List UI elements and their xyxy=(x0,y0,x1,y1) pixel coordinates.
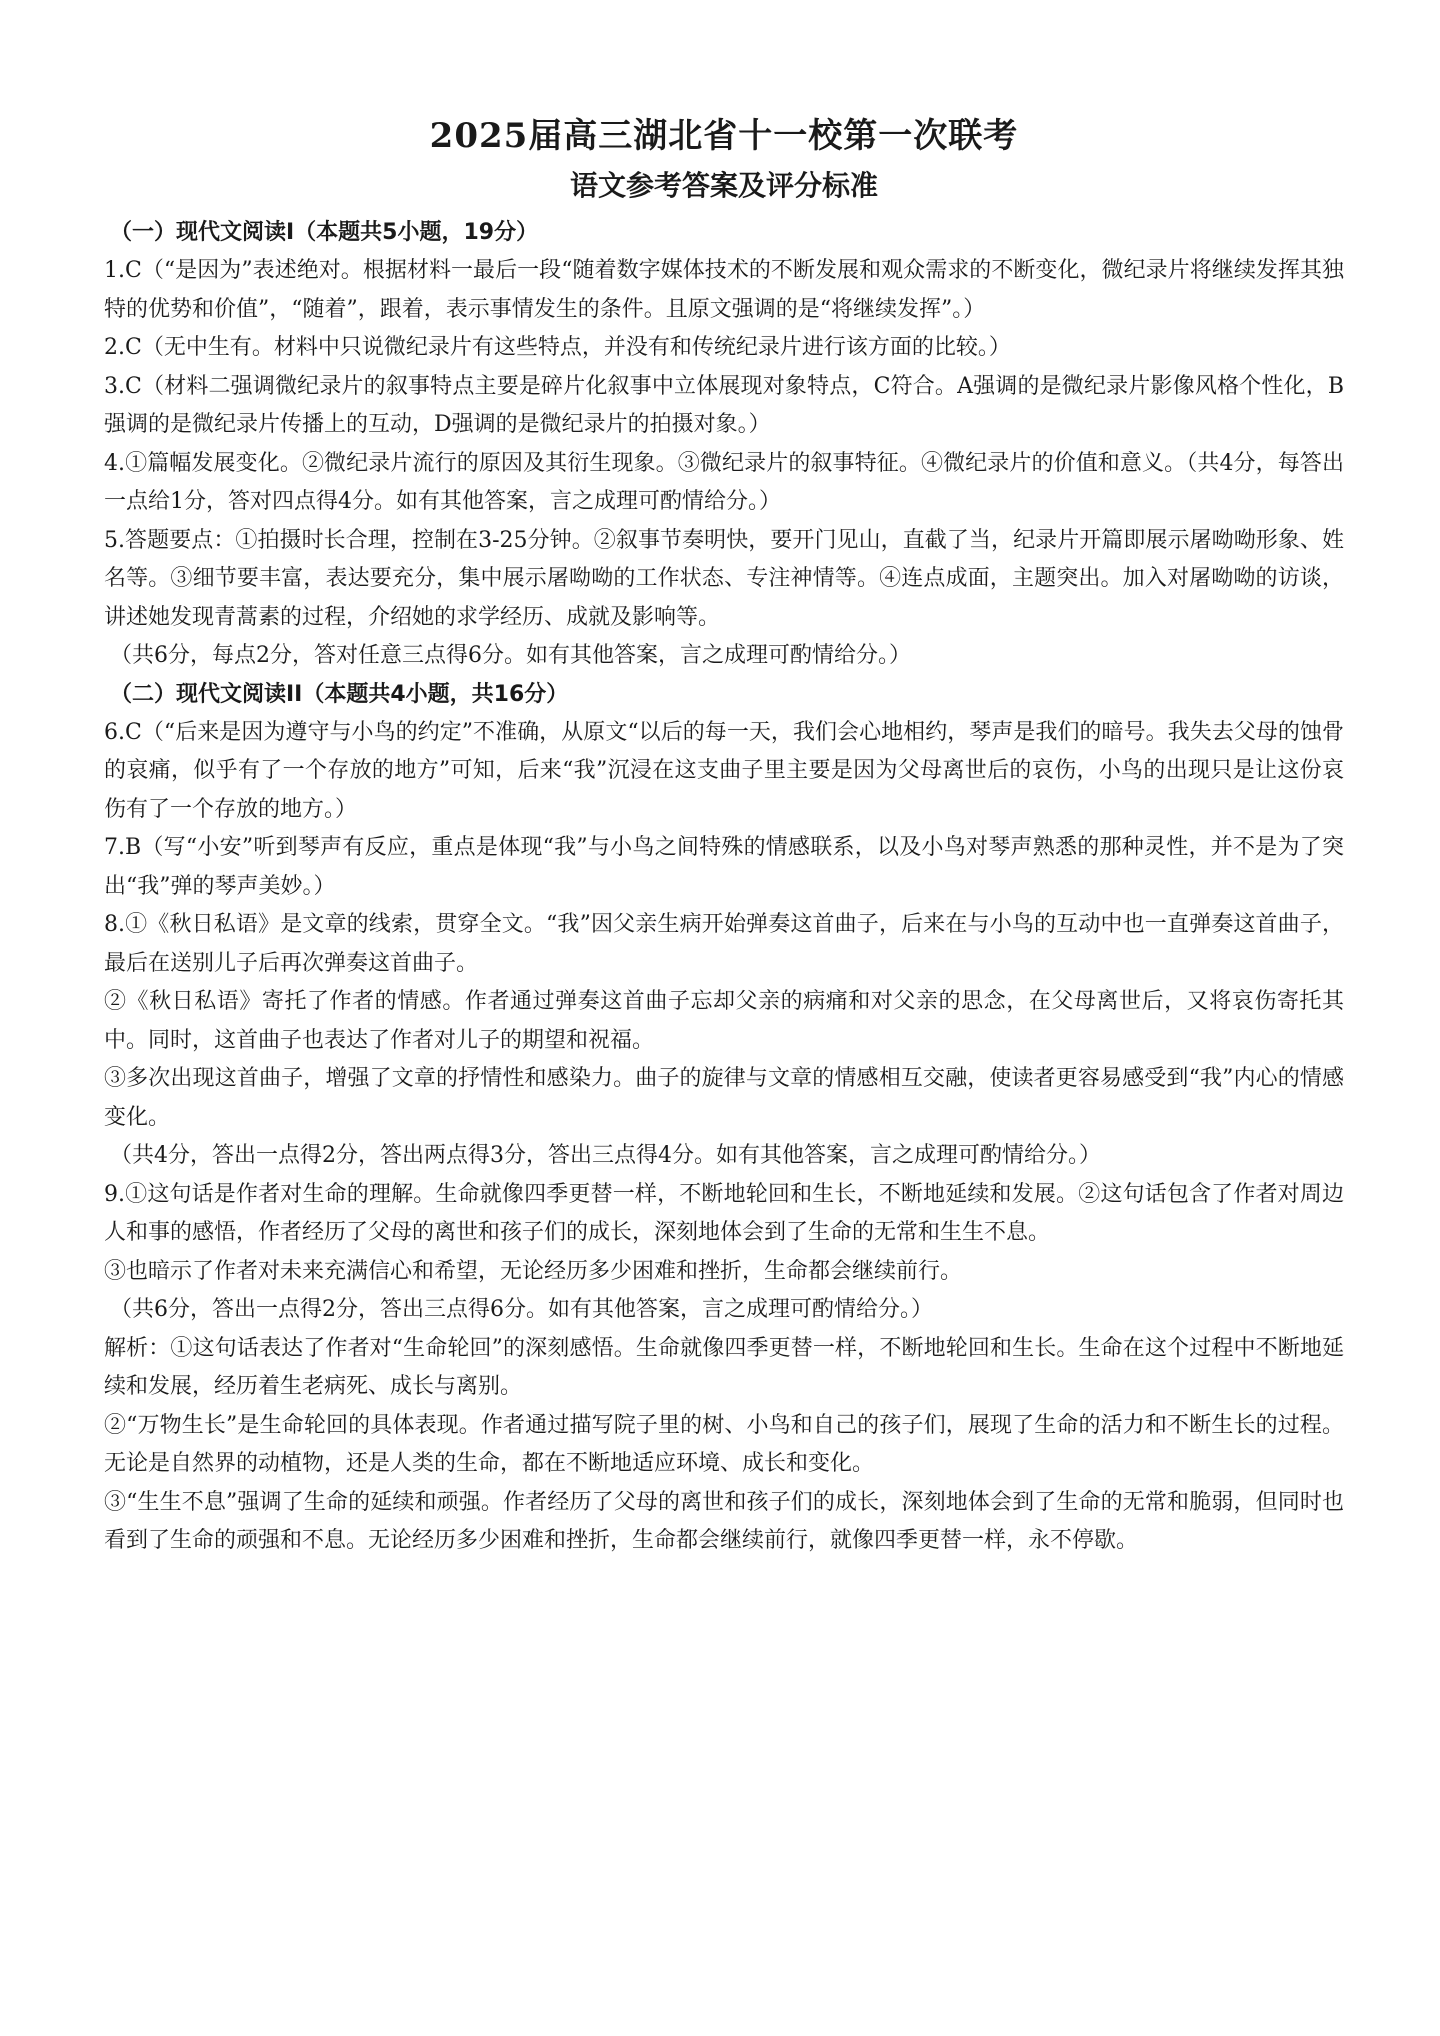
answer-q2: 2.C（无中生有。材料中只说微纪录片有这些特点，并没有和传统纪录片进行该方面的比较。） xyxy=(104,335,1011,360)
answer-q8-point3: ③多次出现这首曲子，增强了文章的抒情性和感染力。曲子的旋律与文章的情感相互交融，使读者更容易感受到“我”内心的情感变化。 xyxy=(104,1066,1344,1130)
analysis-q9-part1: 解析：①这句话表达了作者对“生命轮回”的深刻感悟。生命就像四季更替一样，不断地轮回和生长。生命在这个过程中不断地延续和发展，经历着生老病死、成长与离别。 xyxy=(104,1335,1344,1399)
section-heading: （一）现代文阅读Ⅰ（本题共5小题，19分） xyxy=(110,220,539,245)
answer-q5: 5.答题要点：①拍摄时长合理，控制在3-25分钟。②叙事节奏明快，要开门见山，直截了当，纪录片开篇即展示屠呦呦形象、姓名等。③细节要丰富，表达要充分，集中展示屠呦呦的工作状态、专注神情等。④连点成面，主题突出。加入对屠呦呦的访谈，讲述她发现青蒿素的过程，介绍她的求学经历、成就及影响等。 xyxy=(104,527,1344,630)
analysis-q9-part3: ③“生生不息”强调了生命的延续和顽强。作者经历了父母的离世和孩子们的成长，深刻地体会到了生命的无常和脆弱，但同时也看到了生命的顽强和不息。无论经历多少困难和挫折，生命都会继续前行，就像四季更替一样，永不停歇。 xyxy=(104,1489,1344,1553)
answer-q8-point2: ②《秋日私语》寄托了作者的情感。作者通过弹奏这首曲子忘却父亲的病痛和对父亲的思念，在父母离世后，又将哀伤寄托其中。同时，这首曲子也表达了作者对儿子的期望和祝福。 xyxy=(104,989,1344,1053)
answer-q7: 7.B（写“小安”听到琴声有反应，重点是体现“我”与小鸟之间特殊的情感联系，以及小鸟对琴声熟悉的那种灵性，并不是为了突出“我”弹的琴声美妙。） xyxy=(104,835,1344,899)
answer-q1: 1.C（“是因为”表述绝对。根据材料一最后一段“随着数字媒体技术的不断发展和观众需求的不断变化，微纪录片将继续发挥其独特的优势和价值”，“随着”，跟着，表示事情发生的条件。且原文强调的是“将继续发挥”。） xyxy=(104,258,1344,322)
analysis-q9-part2: ②“万物生长”是生命轮回的具体表现。作者通过描写院子里的树、小鸟和自己的孩子们，展现了生命的活力和不断生长的过程。无论是自然界的动植物，还是人类的生命，都在不断地适应环境、成长和变化。 xyxy=(104,1412,1344,1476)
section-heading: （二）现代文阅读II（本题共4小题，共16分） xyxy=(110,681,569,707)
answer-q3: 3.C（材料二强调微纪录片的叙事特点主要是碎片化叙事中立体展现对象特点，C符合。A强调的是微纪录片影像风格个性化，B强调的是微纪录片传播上的互动，D强调的是微纪录片的拍摄对象。） xyxy=(104,373,1344,437)
section-modern-reading-2 xyxy=(104,676,1344,1561)
section-modern-reading-1 xyxy=(104,214,1344,676)
document-subtitle: 语文参考答案及评分标准 xyxy=(569,169,878,202)
scoring-note-q8: （共4分，答出一点得2分，答出两点得3分，答出三点得4分。如有其他答案，言之成理可酌情给分。） xyxy=(110,1143,1101,1168)
answer-q6: 6.C（“后来是因为遵守与小鸟的约定”不准确，从原文“以后的每一天，我们会心地相约，琴声是我们的暗号。我失去父母的蚀骨的哀痛，似乎有了一个存放的地方”可知，后来“我”沉浸在这支曲子里主要是因为父母离世后的哀伤，小鸟的出现只是让这份哀伤有了一个存放的地方。） xyxy=(104,719,1344,822)
answer-q9-point3: ③也暗示了作者对未来充满信心和希望，无论经历多少困难和挫折，生命都会继续前行。 xyxy=(104,1258,963,1284)
answer-q9: 9.①这句话是作者对生命的理解。生命就像四季更替一样，不断地轮回和生长，不断地延续和发展。②这句话包含了作者对周边人和事的感悟，作者经历了父母的离世和孩子们的成长，深刻地体会到了生命的无常和生生不息。 xyxy=(104,1181,1344,1245)
scoring-note-q9: （共6分，答出一点得2分，答出三点得6分。如有其他答案，言之成理可酌情给分。） xyxy=(110,1297,933,1322)
answer-q8-point1: 8.①《秋日私语》是文章的线索，贯穿全文。“我”因父亲生病开始弹奏这首曲子，后来在与小鸟的互动中也一直弹奏这首曲子，最后在送别儿子后再次弹奏这首曲子。 xyxy=(104,912,1344,976)
scoring-note-q5: （共6分，每点2分，答对任意三点得6分。如有其他答案，言之成理可酌情给分。） xyxy=(110,643,911,668)
document-title: 2025届高三湖北省十一校第一次联考 xyxy=(429,116,1019,156)
answer-q4: 4.①篇幅发展变化。②微纪录片流行的原因及其衍生现象。③微纪录片的叙事特征。④微纪录片的价值和意义。（共4分，每答出一点给1分，答对四点得4分。如有其他答案，言之成理可酌情给分。） xyxy=(104,450,1344,514)
